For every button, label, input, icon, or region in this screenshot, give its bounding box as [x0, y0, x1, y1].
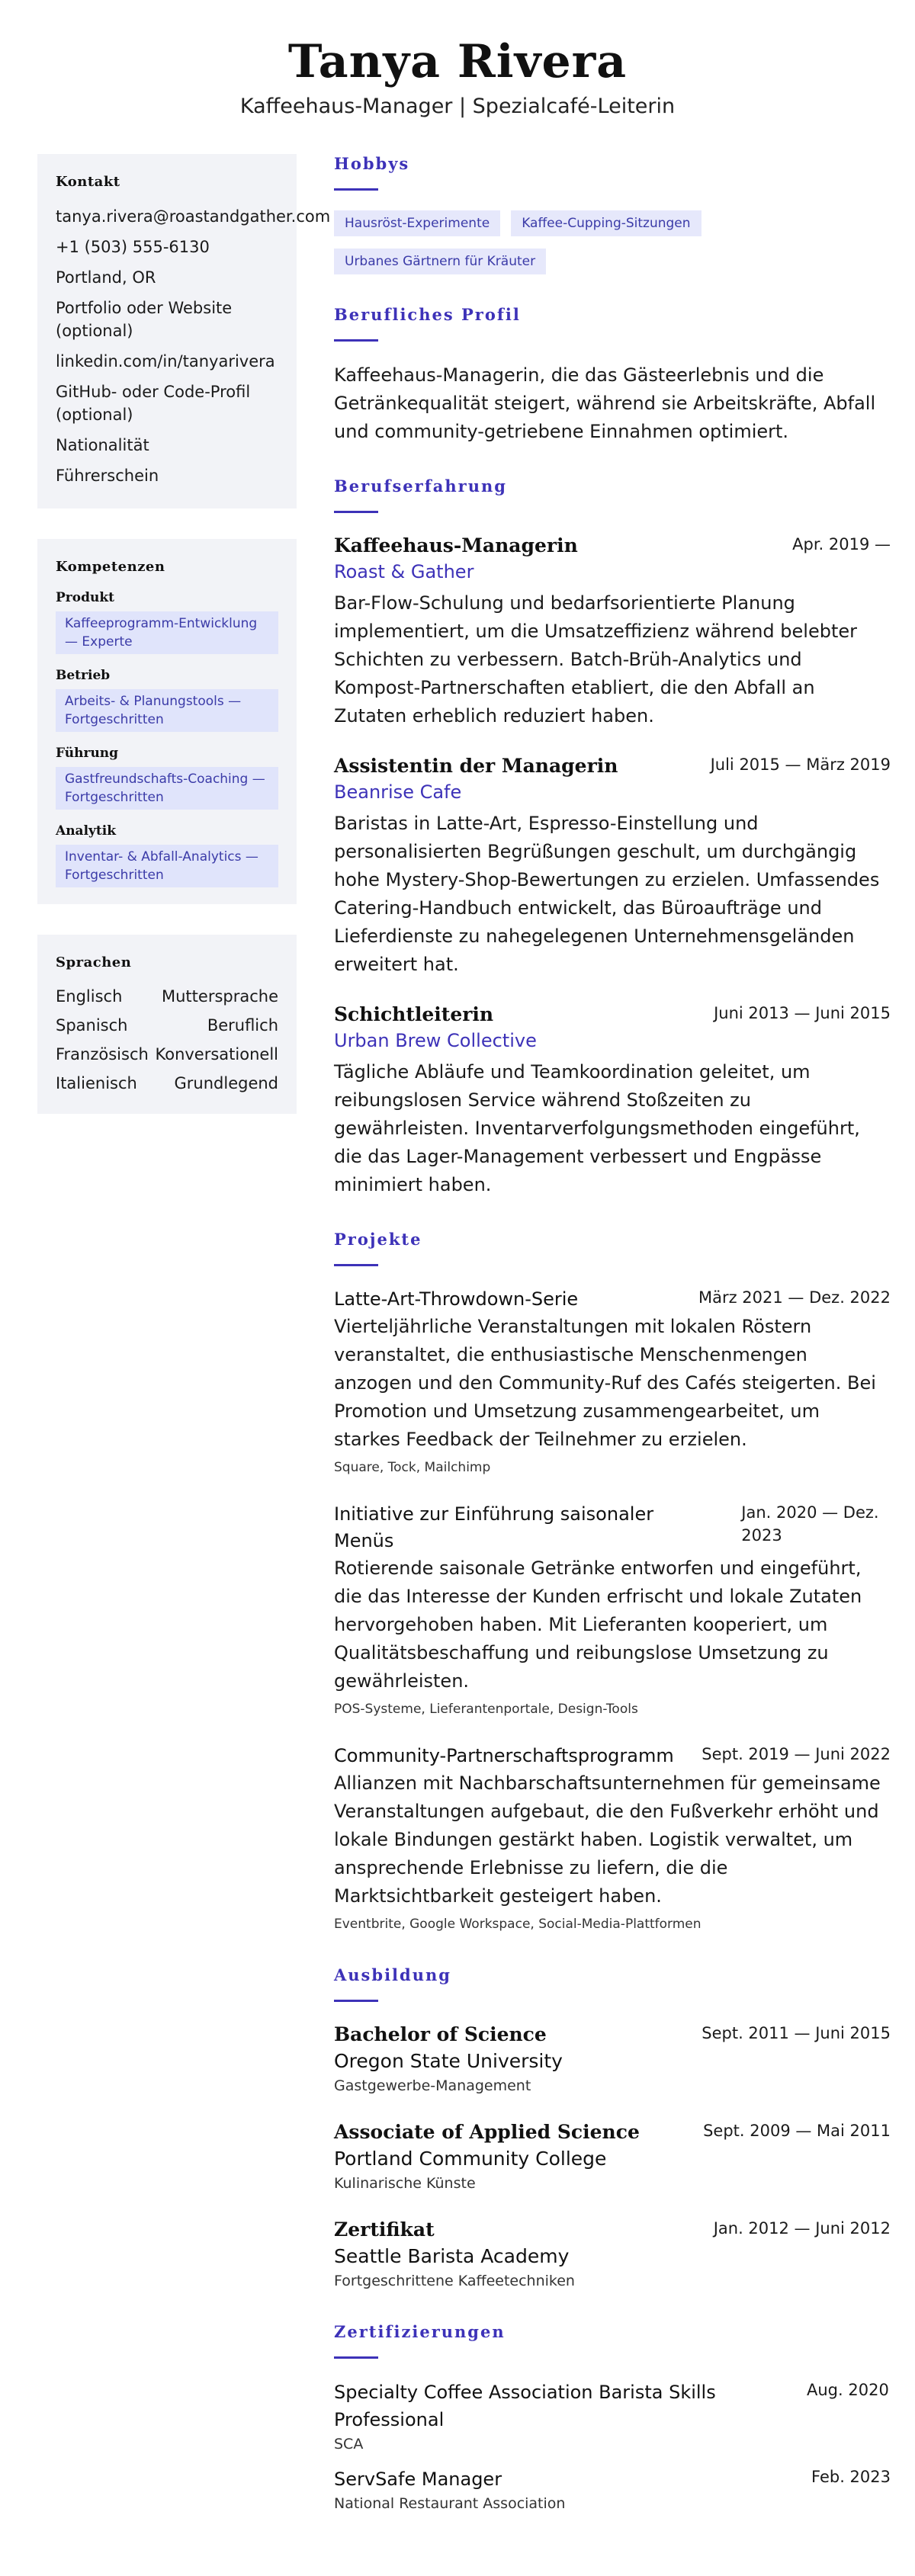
language-level: Konversationell	[155, 1045, 278, 1063]
skill-group-title: Analytik	[56, 823, 116, 839]
profile-summary: Kaffeehaus-Managerin, die das Gästeerlebnis und die Getränkequalität steigert, während sie Arbeitskräfte, Abfall und community-getriebene Einnahmen optimiert.	[334, 364, 876, 442]
degree-title: Zertifikat	[334, 2218, 435, 2241]
job-title: Assistentin der Managerin	[334, 755, 618, 777]
language-name: Spanisch	[56, 1016, 128, 1035]
job-title: Schichtleiterin	[334, 1003, 494, 1025]
field-of-study: Kulinarische Künste	[334, 2175, 476, 2192]
contact-nationality: Nationalität	[56, 436, 149, 454]
language-row	[56, 986, 278, 1007]
hobbies-section	[334, 154, 891, 274]
skill-group	[56, 668, 278, 732]
education-date: Sept. 2011 — Juni 2015	[702, 2024, 891, 2042]
field-of-study: Gastgewerbe-Management	[334, 2077, 531, 2094]
language-level: Muttersprache	[162, 987, 278, 1006]
languages-panel	[37, 935, 297, 1114]
project-description: Rotierende saisonale Getränke entworfen und eingeführt, die das Interesse der Kunden erfrischt und lokale Zutaten hervorgehoben haben. Mit Lieferanten kooperiert, um Qualitätsbeschaffung und reibungslose Umsetzung zu gewährleisten.	[334, 1557, 862, 1692]
school-name: Seattle Barista Academy	[334, 2245, 570, 2267]
job-description: Baristas in Latte-Art, Espresso-Einstellung und personalisierten Begrüßungen geschult, um durchgängig hohe Mystery-Shop-Bewertungen zu erzielen. Umfassendes Catering-Handbuch entwickelt, das Büroaufträge und Lieferdienste zu nahegelegenen Unternehmensgeländen erweitert hat.	[334, 813, 880, 975]
education-entry	[334, 2119, 891, 2194]
profile-section	[334, 305, 891, 446]
section-title-profile: Berufliches Profil	[334, 305, 521, 324]
project-date: Sept. 2019 — Juni 2022	[702, 1745, 891, 1763]
language-row	[56, 1044, 278, 1065]
skill-group-title: Führung	[56, 746, 119, 761]
projects-section	[334, 1230, 891, 1935]
project-entry	[334, 1743, 891, 1935]
section-divider	[334, 339, 378, 342]
job-description: Bar-Flow-Schulung und bedarfsorientierte Planung implementiert, um die Umsatzeffizienz während belebter Schichten zu verbessern. Batch-Brüh-Analytics und Kompost-Partnerschaften etabliert, die den Abfall an Zutaten erheblich reduziert haben.	[334, 592, 858, 727]
project-title: Latte-Art-Throwdown-Serie	[334, 1288, 579, 1310]
degree-title: Bachelor of Science	[334, 2023, 547, 2045]
contact-linkedin[interactable]: linkedin.com/in/tanyarivera	[56, 352, 275, 371]
project-tech: Eventbrite, Google Workspace, Social-Media-Plattformen	[334, 1917, 702, 1932]
certification-title: Specialty Coffee Association Barista Skills Professional	[334, 2382, 716, 2430]
certification-date: Aug. 2020	[807, 2381, 889, 2399]
language-level: Beruflich	[207, 1016, 278, 1035]
project-date: Jan. 2020 — Dez. 2023	[741, 1503, 879, 1545]
skill-group	[56, 823, 278, 887]
project-description: Vierteljährliche Veranstaltungen mit lokalen Röstern veranstaltet, die enthusiastische Menschenmengen anzogen und den Community-Ruf des Cafés steigerten. Bei Promotion und Umsetzung zusammengearbeitet, um starkes Feedback der Teilnehmer zu erzielen.	[334, 1316, 876, 1450]
experience-entry	[334, 1002, 891, 1199]
hobby-chip: Urbanes Gärtnern für Kräuter	[334, 249, 546, 274]
certification-title: ServSafe Manager	[334, 2469, 502, 2490]
skill-chip: Inventar- & Abfall-Analytics — Fortgeschritten	[56, 845, 278, 887]
contact-title: Kontakt	[56, 174, 120, 190]
skill-group	[56, 590, 278, 654]
job-company: Roast & Gather	[334, 561, 474, 582]
project-title: Initiative zur Einführung saisonaler Menüs	[334, 1503, 654, 1551]
education-entry	[334, 2022, 891, 2096]
skill-group	[56, 746, 278, 810]
education-date: Jan. 2012 — Juni 2012	[713, 2219, 891, 2238]
languages-title: Sprachen	[56, 954, 132, 970]
field-of-study: Fortgeschrittene Kaffeetechniken	[334, 2273, 575, 2289]
resume-header	[0, 0, 915, 152]
contact-phone[interactable]: +1 (503) 555-6130	[56, 238, 210, 256]
school-name: Portland Community College	[334, 2148, 607, 2170]
skill-group-title: Produkt	[56, 590, 114, 605]
job-company: Beanrise Cafe	[334, 781, 462, 803]
certification-entry	[334, 2465, 891, 2514]
skills-title: Kompetenzen	[56, 559, 165, 575]
skill-chip: Arbeits- & Planungstools — Fortgeschritten	[56, 689, 278, 732]
job-date: Juli 2015 — März 2019	[710, 755, 891, 774]
certification-date: Feb. 2023	[811, 2468, 891, 2486]
education-date: Sept. 2009 — Mai 2011	[703, 2122, 891, 2140]
project-date: März 2021 — Dez. 2022	[698, 1288, 891, 1307]
experience-entry	[334, 753, 891, 979]
project-tech: POS-Systeme, Lieferantenportale, Design-Tools	[334, 1702, 638, 1717]
certifications-section	[334, 2322, 891, 2514]
language-row	[56, 1073, 278, 1094]
experience-section	[334, 476, 891, 1199]
contact-panel	[37, 154, 331, 508]
hobby-chip: Kaffee-Cupping-Sitzungen	[511, 210, 701, 236]
section-divider	[334, 2000, 378, 2002]
main-content	[334, 154, 891, 2545]
job-date: Juni 2013 — Juni 2015	[714, 1004, 891, 1022]
job-title: Kaffeehaus-Managerin	[334, 534, 578, 557]
language-row	[56, 1015, 278, 1036]
school-name: Oregon State University	[334, 2050, 563, 2072]
education-section	[334, 1965, 891, 2292]
section-title-projects: Projekte	[334, 1230, 422, 1249]
contact-portfolio: Portfolio oder Website (optional)	[56, 299, 233, 340]
skill-group-title: Betrieb	[56, 668, 111, 683]
section-divider	[334, 188, 378, 191]
candidate-name: Tanya Rivera	[287, 35, 628, 88]
skills-panel	[37, 539, 297, 904]
project-tech: Square, Tock, Mailchimp	[334, 1460, 491, 1475]
project-entry	[334, 1501, 891, 1720]
experience-entry	[334, 533, 891, 730]
language-name: Englisch	[56, 987, 123, 1006]
contact-license: Führerschein	[56, 467, 159, 485]
job-company: Urban Brew Collective	[334, 1030, 537, 1051]
section-title-experience: Berufserfahrung	[334, 476, 507, 496]
section-title-certifications: Zertifizierungen	[334, 2322, 506, 2341]
hobby-chip-list	[334, 210, 891, 274]
section-divider	[334, 2356, 378, 2359]
hobby-chip: Hausröst-Experimente	[334, 210, 500, 236]
skill-chip: Gastfreundschafts-Coaching — Fortgeschritten	[56, 767, 278, 810]
degree-title: Associate of Applied Science	[334, 2121, 640, 2143]
contact-github: GitHub- oder Code-Profil (optional)	[56, 383, 251, 424]
certification-entry	[334, 2379, 891, 2455]
section-divider	[334, 1264, 378, 1266]
job-date: Apr. 2019 —	[792, 535, 891, 553]
project-title: Community-Partnerschaftsprogramm	[334, 1745, 674, 1766]
contact-email[interactable]: tanya.rivera@roastandgather.com	[56, 207, 331, 226]
job-description: Tägliche Abläufe und Teamkoordination geleitet, um reibungslosen Service während Stoßzeiten zu gewährleisten. Inventarverfolgungsmethoden eingeführt, die das Lager-Management verbessert und Engpässe minimiert haben.	[334, 1061, 860, 1195]
contact-location: Portland, OR	[56, 268, 156, 287]
language-level: Grundlegend	[174, 1074, 278, 1092]
project-description: Allianzen mit Nachbarschaftsunternehmen für gemeinsame Veranstaltungen aufgebaut, die den Fußverkehr erhöht und lokale Bindungen gestärkt haben. Logistik verwaltet, um ansprechende Erlebnisse zu liefern, die die Marktsichtbarkeit gesteigert haben.	[334, 1772, 881, 1907]
language-name: Italienisch	[56, 1074, 137, 1092]
section-title-hobbies: Hobbys	[334, 154, 410, 173]
skill-chip: Kaffeeprogramm-Entwicklung — Experte	[56, 611, 278, 654]
language-name: Französisch	[56, 1045, 149, 1063]
certification-issuer: National Restaurant Association	[334, 2495, 566, 2512]
section-divider	[334, 511, 378, 513]
sidebar	[37, 154, 331, 1144]
candidate-subtitle: Kaffeehaus-Manager | Spezialcafé-Leiterin	[239, 95, 676, 118]
project-entry	[334, 1286, 891, 1478]
education-entry	[334, 2217, 891, 2292]
certification-issuer: SCA	[334, 2436, 364, 2452]
section-title-education: Ausbildung	[334, 1965, 451, 1984]
